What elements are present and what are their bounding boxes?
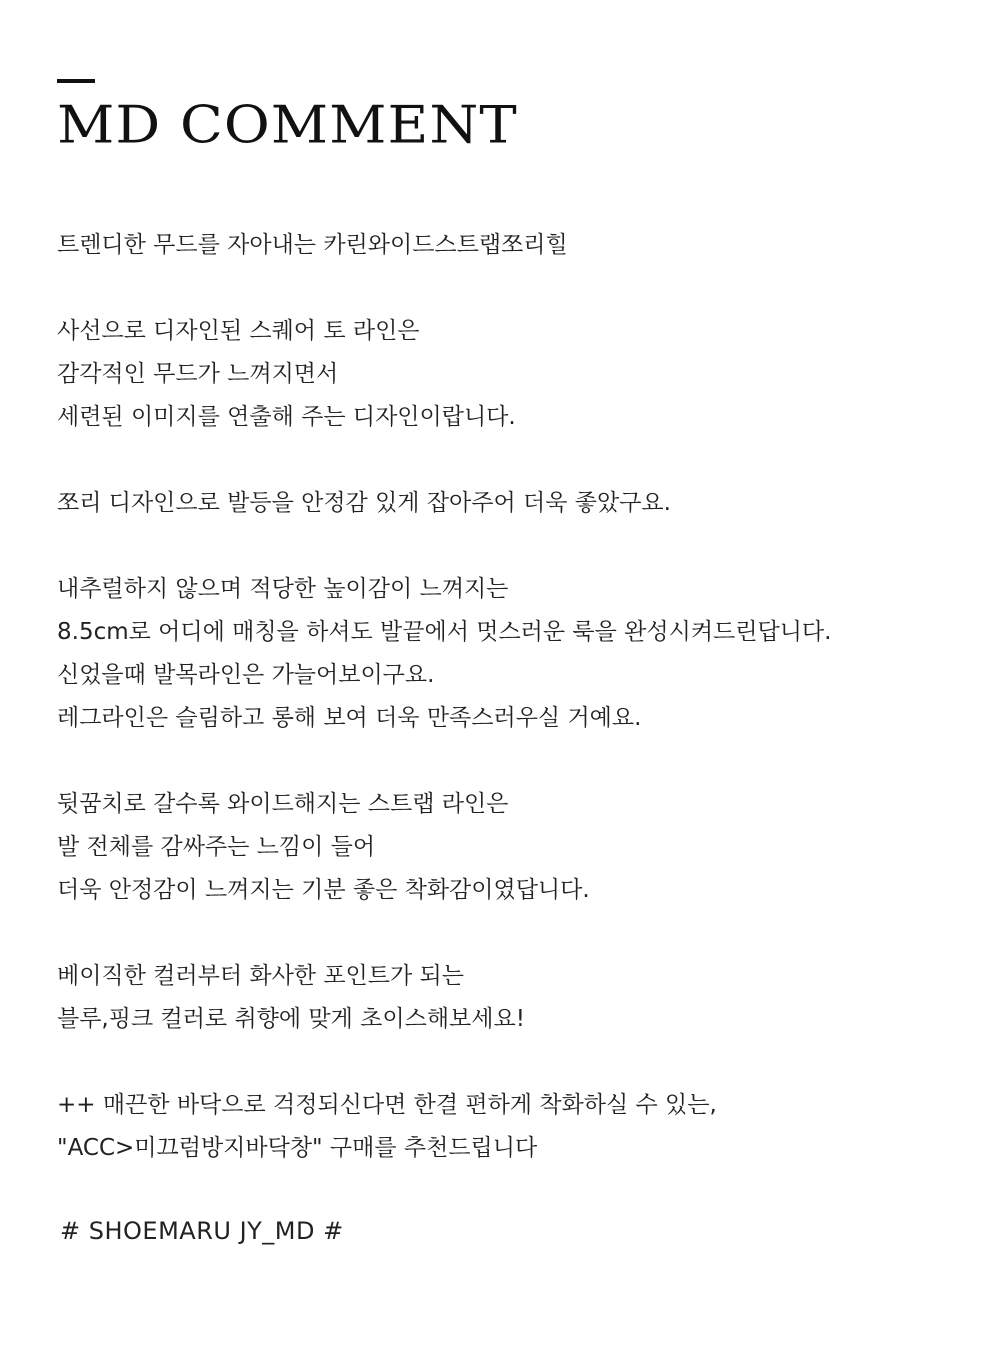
paragraph-strap bbox=[57, 783, 957, 912]
text-line: 사선으로 디자인된 스퀘어 토 라인은 bbox=[57, 318, 420, 344]
text-line: 세련된 이미지를 연출해 주는 디자인이랍니다. bbox=[57, 404, 516, 430]
text-line: ++ 매끈한 바닥으로 걱정되신다면 한결 편하게 착화하실 수 있는, bbox=[57, 1092, 717, 1118]
md-signature: # SHOEMARU JY_MD # bbox=[60, 1217, 344, 1245]
text-line: 레그라인은 슬림하고 롱해 보여 더욱 만족스러우실 거예요. bbox=[57, 705, 642, 731]
paragraph-colors bbox=[57, 955, 957, 1041]
text-line: 8.5cm로 어디에 매칭을 하셔도 발끝에서 멋스러운 룩을 완성시켜드린답니다. bbox=[57, 619, 832, 645]
text-line: 발 전체를 감싸주는 느낌이 들어 bbox=[57, 834, 376, 860]
text-line: 신었을때 발목라인은 가늘어보이구요. bbox=[57, 662, 435, 688]
text-line: 쪼리 디자인으로 발등을 안정감 있게 잡아주어 더욱 좋았구요. bbox=[57, 490, 671, 516]
comment-body bbox=[57, 224, 957, 1213]
text-line: 감각적인 무드가 느껴지면서 bbox=[57, 361, 339, 387]
text-line: 뒷꿈치로 갈수록 와이드해지는 스트랩 라인은 bbox=[57, 791, 509, 817]
paragraph-toe-line bbox=[57, 310, 957, 439]
text-line: 트렌디한 무드를 자아내는 카린와이드스트랩쪼리힐 bbox=[57, 232, 568, 258]
paragraph-recommendation bbox=[57, 1084, 957, 1170]
paragraph-thong-design bbox=[57, 482, 957, 525]
text-line: 블루,핑크 컬러로 취향에 맞게 초이스해보세요! bbox=[57, 1006, 525, 1032]
title-accent-bar bbox=[57, 79, 95, 83]
paragraph-heel-height bbox=[57, 568, 957, 740]
text-line: "ACC>미끄럼방지바닥창" 구매를 추천드립니다 bbox=[57, 1135, 538, 1161]
text-line: 내추럴하지 않으며 적당한 높이감이 느껴지는 bbox=[57, 576, 509, 602]
page-title: MD COMMENT bbox=[57, 95, 518, 156]
paragraph-intro bbox=[57, 224, 957, 267]
text-line: 더욱 안정감이 느껴지는 기분 좋은 착화감이였답니다. bbox=[57, 877, 590, 903]
text-line: 베이직한 컬러부터 화사한 포인트가 되는 bbox=[57, 963, 464, 989]
